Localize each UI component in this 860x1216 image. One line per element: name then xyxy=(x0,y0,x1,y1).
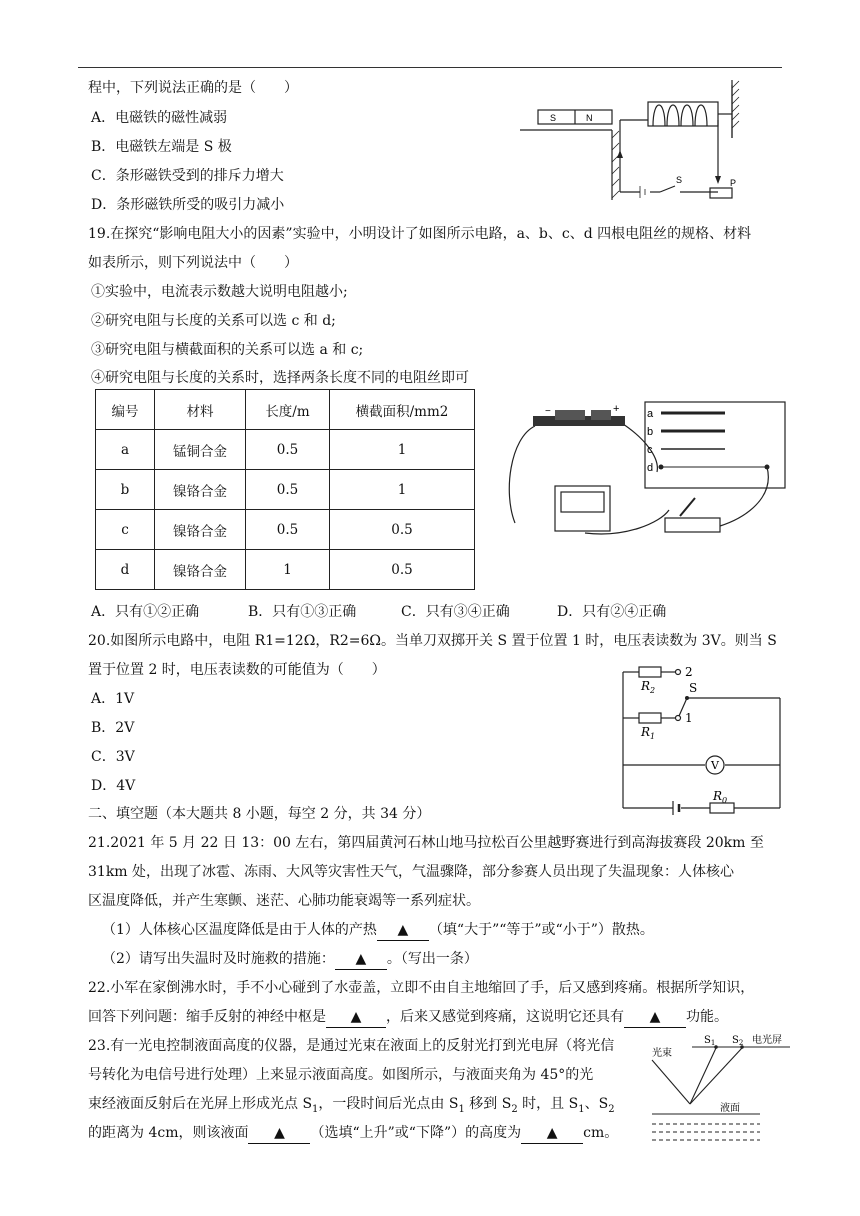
table-cell: 1 xyxy=(330,470,475,510)
q19-choice-a: A．只有①②正确 xyxy=(91,604,200,620)
q21-part-2: （2）请写出失温时及时施救的措施： ▲ 。（写出一条） xyxy=(102,949,478,970)
q19-item-1: ①实验中，电流表示数越大说明电阻越小; xyxy=(91,284,348,300)
switch-label: S xyxy=(676,175,683,185)
table-cell: 0.5 xyxy=(330,510,475,550)
liquid-surface-label: 液面 xyxy=(720,1103,740,1114)
q19-stem-2: 如表所示，则下列说法中（ ） xyxy=(88,255,298,271)
table-cell: 0.5 xyxy=(246,470,330,510)
table-cell: 镍铬合金 xyxy=(155,550,246,590)
wire-d-label: d xyxy=(647,462,654,474)
section-title: 二、填空题（本大题共 8 小题，每空 2 分，共 34 分） xyxy=(88,806,431,822)
switch-circuit-figure xyxy=(615,660,790,820)
battery-minus-label: − xyxy=(545,406,551,417)
q21-line-1: 21.2021 年 5 月 22 日 13：00 左右，第四届黄河石林山地马拉松百公里越野赛进行到高海拔赛段 20km 至 xyxy=(88,835,764,851)
battery-plus-label: + xyxy=(613,403,620,415)
q18-option-d: D．条形磁铁所受的吸引力减小 xyxy=(91,197,285,213)
magnet-n-label: N xyxy=(586,113,593,123)
resistance-circuit-figure xyxy=(505,398,795,548)
s2-label: $S_2$ xyxy=(732,1035,744,1047)
table-cell: a xyxy=(96,430,155,470)
q19-choice-b: B．只有①③正确 xyxy=(248,604,357,620)
resistance-table xyxy=(95,389,475,590)
q20-stem-2: 置于位置 2 时，电压表读数的可能值为（ ） xyxy=(88,662,386,678)
table-cell: 镍铬合金 xyxy=(155,470,246,510)
q19-item-4: ④研究电阻与长度的关系时，选择两条长度不同的电阻丝即可 xyxy=(91,370,469,386)
q23-line-4: 的距离为 4cm，则该液面 ▲ （选填“上升”或“下降”）的高度为 ▲ cm。 xyxy=(88,1123,618,1144)
q18-option-b: B．电磁铁左端是 S 极 xyxy=(91,139,232,155)
wire-b-label: b xyxy=(647,426,654,438)
screen-label: 电光屏 xyxy=(752,1035,782,1046)
answer-blank[interactable]: ▲ xyxy=(377,920,429,941)
q20-option-c: C．3V xyxy=(91,749,135,765)
table-cell: d xyxy=(96,550,155,590)
q20-option-a: A．1V xyxy=(91,691,135,707)
q23-line-2: 号转化为电信号进行处理）上来显示液面高度。如图所示，与液面夹角为 45°的光 xyxy=(88,1067,594,1083)
pos1-label: 1 xyxy=(685,711,693,725)
q19-choice-c: C．只有③④正确 xyxy=(401,604,510,620)
q19-stem-1: 19.在探究“影响电阻大小的因素”实验中，小明设计了如图所示电路，a、b、c、d 四根电阻丝的规格、材料 xyxy=(88,226,752,242)
slider-p-label: P xyxy=(730,178,737,188)
table-row xyxy=(96,510,475,550)
beam-label: 光束 xyxy=(652,1048,672,1059)
q21-line-2: 31km 处，出现了冰雹、冻雨、大风等灾害性天气，气温骤降，部分参赛人员出现了失温现象：人体核心 xyxy=(88,864,735,880)
q19-item-3: ③研究电阻与横截面积的关系可以选 a 和 c; xyxy=(91,342,364,358)
r1-label: $R_1$ xyxy=(641,725,656,741)
table-header: 横截面积/mm2 xyxy=(330,390,475,430)
answer-blank[interactable]: ▲ xyxy=(326,1007,386,1028)
light-reflection-figure xyxy=(650,1032,790,1147)
table-cell: 0.5 xyxy=(330,550,475,590)
q20-option-d: D．4V xyxy=(91,778,136,794)
electromagnet-figure xyxy=(520,80,745,205)
q22-line-2: 回答下列问题：缩手反射的神经中枢是 ▲ ，后来又感觉到疼痛，这说明它还具有 ▲ 功能。 xyxy=(88,1007,728,1028)
q18-stem: 程中，下列说法正确的是（ ） xyxy=(88,80,298,96)
q19-item-2: ②研究电阻与长度的关系可以选 c 和 d; xyxy=(91,313,336,329)
header-rule xyxy=(78,67,782,68)
q18-option-c: C．条形磁铁受到的排斥力增大 xyxy=(91,168,284,184)
q23-line-1: 23.有一光电控制液面高度的仪器，是通过光束在液面上的反射光打到光电屏（将光信 xyxy=(88,1038,615,1054)
table-cell: 0.5 xyxy=(246,510,330,550)
answer-blank[interactable]: ▲ xyxy=(335,949,387,970)
table-cell: c xyxy=(96,510,155,550)
table-row xyxy=(96,550,475,590)
table-row xyxy=(96,430,475,470)
answer-blank[interactable]: ▲ xyxy=(248,1123,310,1144)
table-cell: 1 xyxy=(246,550,330,590)
voltmeter-label: V xyxy=(711,759,719,772)
q21-part-1: （1）人体核心区温度降低是由于人体的产热 ▲ （填“大于”“等于”或“小于”）散热。 xyxy=(102,920,654,941)
table-cell: 锰铜合金 xyxy=(155,430,246,470)
table-cell: 1 xyxy=(330,430,475,470)
table-header: 长度/m xyxy=(246,390,330,430)
r2-label: $R_2$ xyxy=(641,679,656,695)
q18-option-a: A．电磁铁的磁性减弱 xyxy=(91,110,228,126)
r0-label: $R_0$ xyxy=(713,789,728,805)
magnet-s-label: S xyxy=(550,113,557,123)
s1-label: $S_1$ xyxy=(704,1035,716,1047)
table-header: 编号 xyxy=(96,390,155,430)
q22-line-1: 22.小军在家倒沸水时，手不小心碰到了水壶盖，立即不由自主地缩回了手，后又感到疼痛。根据所学知识， xyxy=(88,980,755,996)
switch-s-label: S xyxy=(689,681,698,695)
table-cell: b xyxy=(96,470,155,510)
q21-line-3: 区温度降低，并产生寒颤、迷茫、心肺功能衰竭等一系列症状。 xyxy=(88,893,480,909)
wire-a-label: a xyxy=(647,408,654,420)
q19-choice-d: D．只有②④正确 xyxy=(557,604,667,620)
q20-option-b: B．2V xyxy=(91,720,135,736)
table-cell: 镍铬合金 xyxy=(155,510,246,550)
answer-blank[interactable]: ▲ xyxy=(521,1123,583,1144)
table-cell: 0.5 xyxy=(246,430,330,470)
q20-stem-1: 20.如图所示电路中，电阻 R1=12Ω，R2=6Ω。当单刀双掷开关 S 置于位置 1 时，电压表读数为 3V。则当 S xyxy=(88,633,777,649)
wire-c-label: c xyxy=(647,444,653,456)
pos2-label: 2 xyxy=(685,665,693,679)
table-row xyxy=(96,470,475,510)
q23-line-3: 束经液面反射后在光屏上形成光点 $S_1$，一段时间后光点由 $S_1$ 移到 $S_2$ 时，且 $S_1$、$S_2$ xyxy=(88,1096,615,1115)
answer-blank[interactable]: ▲ xyxy=(624,1007,686,1028)
table-header: 材料 xyxy=(155,390,246,430)
